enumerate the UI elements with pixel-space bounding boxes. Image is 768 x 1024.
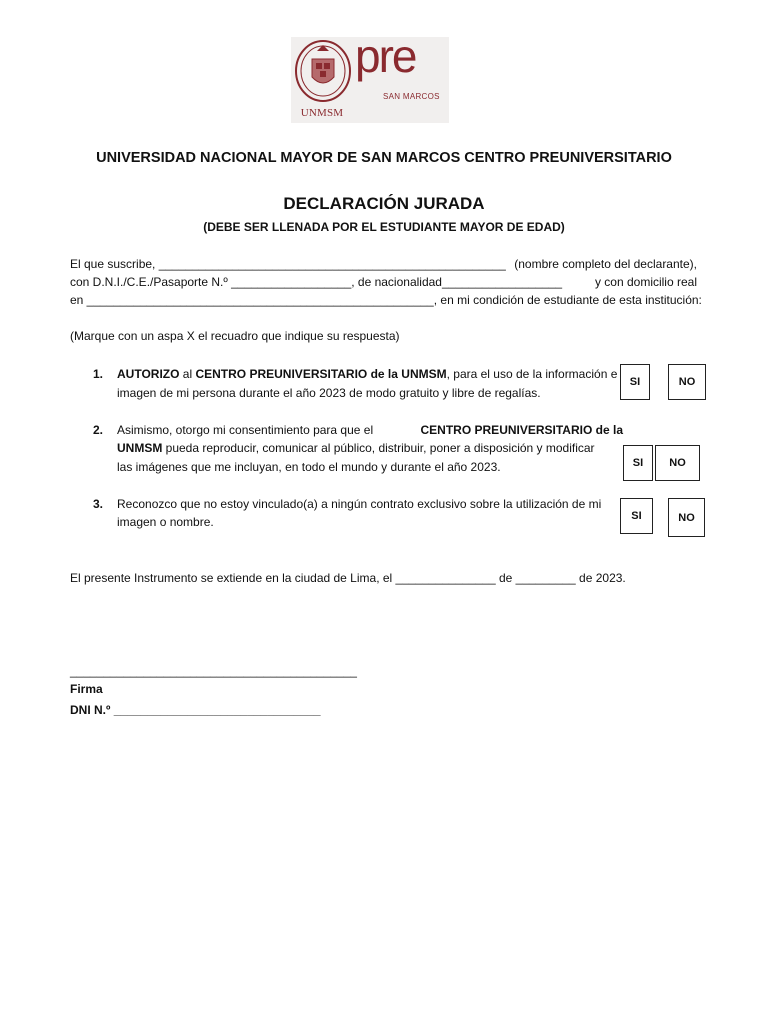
page-subtitle: (DEBE SER LLENADA POR EL ESTUDIANTE MAYOR DE EDAD): [203, 220, 565, 234]
intro-name-hint: (nombre completo del declarante),: [514, 257, 697, 271]
item-2-rest: pueda reproducir, comunicar al público, distribuir, poner a disposición y modificar: [162, 441, 595, 455]
page-title: DECLARACIÓN JURADA: [283, 194, 485, 213]
brand-subtitle: SAN MARCOS: [383, 92, 440, 101]
signature-line: ___________________________________________: [70, 664, 357, 678]
item-2-line-1: [117, 423, 623, 437]
unmsm-seal-icon: [293, 39, 353, 103]
closing-statement: El presente Instrumento se extiende en la ciudad de Lima, el _______________ de _________ de 2023.: [70, 571, 626, 585]
item-2-bold-b: UNMSM: [117, 441, 163, 455]
item-3-number: 3.: [93, 497, 104, 511]
item-3-no-box[interactable]: NO: [668, 498, 705, 537]
item-2-number: 2.: [93, 423, 104, 437]
intro-line-1: [70, 257, 697, 271]
dni-field: DNI N.º _______________________________: [70, 703, 321, 717]
item-1-si-box[interactable]: SI: [620, 364, 650, 400]
item-1-line-1: [117, 367, 617, 381]
university-heading: UNIVERSIDAD NACIONAL MAYOR DE SAN MARCOS CENTRO PREUNIVERSITARIO: [96, 150, 672, 166]
item-1-number: 1.: [93, 367, 104, 381]
item-2-line-2: [117, 441, 595, 455]
signature-label: Firma: [70, 682, 103, 696]
pre-san-marcos-logo: [291, 30, 449, 123]
item-2-bold-a: CENTRO PREUNIVERSITARIO de la: [420, 423, 623, 437]
item-2-si-box[interactable]: SI: [623, 445, 653, 481]
item-1-bold-b: CENTRO PREUNIVERSITARIO de la UNMSM: [195, 367, 447, 381]
intro-address-label: y con domicilio real: [594, 275, 697, 289]
intro-line-2: [70, 275, 697, 289]
item-1-line-2: imagen de mi persona durante el año 2023 de modo gratuito y libre de regalías.: [117, 386, 541, 400]
item-3-line-1: Reconozco que no estoy vinculado(a) a ningún contrato exclusivo sobre la utilización de mi: [117, 497, 602, 511]
item-3-si-box[interactable]: SI: [620, 498, 653, 534]
item-1-mid: al: [179, 367, 196, 381]
item-1-no-box[interactable]: NO: [668, 364, 706, 400]
seal-caption: UNMSM: [300, 107, 344, 119]
item-1-rest: , para el uso de la información e: [446, 367, 618, 381]
item-3-line-2: imagen o nombre.: [117, 515, 214, 529]
item-2-line-3: las imágenes que me incluyan, en todo el mundo y durante el año 2023.: [117, 460, 501, 474]
intro-name-blank: El que suscribe, ____________________________________________________: [70, 257, 506, 271]
item-2-no-box[interactable]: NO: [655, 445, 700, 481]
item-2-text-a: Asimismo, otorgo mi consentimiento para que el: [117, 423, 374, 437]
item-1-bold-a: AUTORIZO: [117, 367, 180, 381]
instruction-text: (Marque con un aspa X el recuadro que indique su respuesta): [70, 329, 400, 343]
brand-wordmark: pre: [355, 30, 416, 82]
intro-id-blank: con D.N.I./C.E./Pasaporte N.º __________________, de nacionalidad__________________: [70, 275, 563, 289]
intro-line-3: en ____________________________________________________, en mi condición de estudiante de esta institución:: [70, 293, 702, 307]
